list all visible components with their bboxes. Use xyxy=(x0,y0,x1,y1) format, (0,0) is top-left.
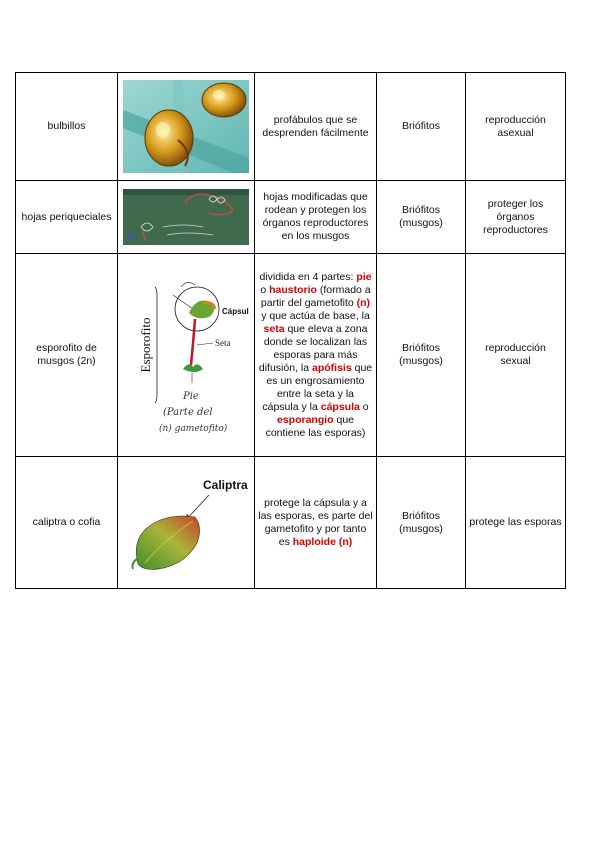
function-text: reproducción sexual xyxy=(485,342,546,367)
group-cell xyxy=(377,457,466,589)
handwritten-pie: Pie xyxy=(183,391,199,402)
bulbils-photo xyxy=(123,80,249,173)
structure-name: bulbillos xyxy=(47,120,86,132)
structure-name: esporofito de musgos (2n) xyxy=(36,342,97,367)
image-cell xyxy=(118,457,255,589)
structure-name: hojas periqueciales xyxy=(21,210,112,223)
description-cell xyxy=(255,73,377,181)
table-row xyxy=(16,73,566,181)
description-text: hojas modificadas que rodean y protegen los órganos reproductores en los musgos xyxy=(262,191,369,242)
term-apofisis: apófisis xyxy=(312,361,352,374)
structure-name: caliptra o cofia xyxy=(32,516,101,528)
caliptra-label: Caliptra xyxy=(203,477,248,492)
desc-text: (formado a partir del gametofito xyxy=(260,283,371,309)
function-cell xyxy=(466,254,566,457)
structure-cell xyxy=(16,181,118,254)
description-cell xyxy=(255,254,377,457)
term-esporangio: esporangio xyxy=(276,413,334,426)
desc-text: o xyxy=(359,400,369,413)
image-cell xyxy=(118,73,255,181)
description-cell xyxy=(255,181,377,254)
desc-text: protege la cápsula y a las esporas, es parte del gametofito y por tanto es xyxy=(258,496,373,548)
seta-label: Seta xyxy=(215,338,231,348)
function-cell xyxy=(466,457,566,589)
term-capsula: cápsula xyxy=(320,400,360,413)
table-row xyxy=(16,181,566,254)
term-n: (n) xyxy=(356,296,371,309)
function-text: reproducción asexual xyxy=(485,113,546,139)
table-row xyxy=(16,457,566,589)
term-seta: seta xyxy=(263,322,285,335)
group-name: Briófitos xyxy=(402,120,440,132)
desc-text: que contiene las esporas) xyxy=(265,413,366,439)
function-cell xyxy=(466,181,566,254)
image-cell xyxy=(118,181,255,254)
perichaetial-leaves-blackboard xyxy=(123,189,249,245)
desc-text: y que actúa de base, la xyxy=(261,309,370,322)
desc-text: que es un engrosamiento entre la seta y la cápsula y la xyxy=(262,361,373,413)
structure-cell xyxy=(16,73,118,181)
function-text: protege las esporas xyxy=(469,516,562,528)
group-cell xyxy=(377,254,466,457)
handwritten-gametofito: (n) gametofito) xyxy=(159,424,228,434)
group-name: Briófitos (musgos) xyxy=(399,509,443,535)
classification-table xyxy=(15,72,566,589)
esporofito-label: Esporofito xyxy=(138,317,153,373)
table-row xyxy=(16,254,566,457)
group-name: Briófitos (musgos) xyxy=(399,204,443,229)
function-text: proteger los órganos reproductores xyxy=(483,197,548,236)
function-cell xyxy=(466,73,566,181)
handwritten-parte: (Parte del xyxy=(163,407,213,418)
desc-text: dividida en 4 partes: xyxy=(259,270,357,283)
description-cell xyxy=(255,457,377,589)
image-cell xyxy=(118,254,255,457)
structure-cell xyxy=(16,457,118,589)
term-pie: pie xyxy=(356,270,372,283)
group-name: Briófitos (musgos) xyxy=(399,342,443,367)
group-cell xyxy=(377,73,466,181)
description-text: profábulos que se desprenden fácilmente xyxy=(262,113,369,139)
structure-cell xyxy=(16,254,118,457)
sporophyte-diagram xyxy=(123,265,249,445)
term-haustorio: haustorio xyxy=(269,283,317,296)
term-haploide: haploide (n) xyxy=(292,535,353,548)
capsula-label: Cápsul xyxy=(222,307,249,316)
calyptra-diagram xyxy=(123,467,249,579)
group-cell xyxy=(377,181,466,254)
desc-text: que eleva a zona donde se localizan las esporas para más difusión, la xyxy=(258,322,368,374)
desc-text: o xyxy=(260,283,270,296)
